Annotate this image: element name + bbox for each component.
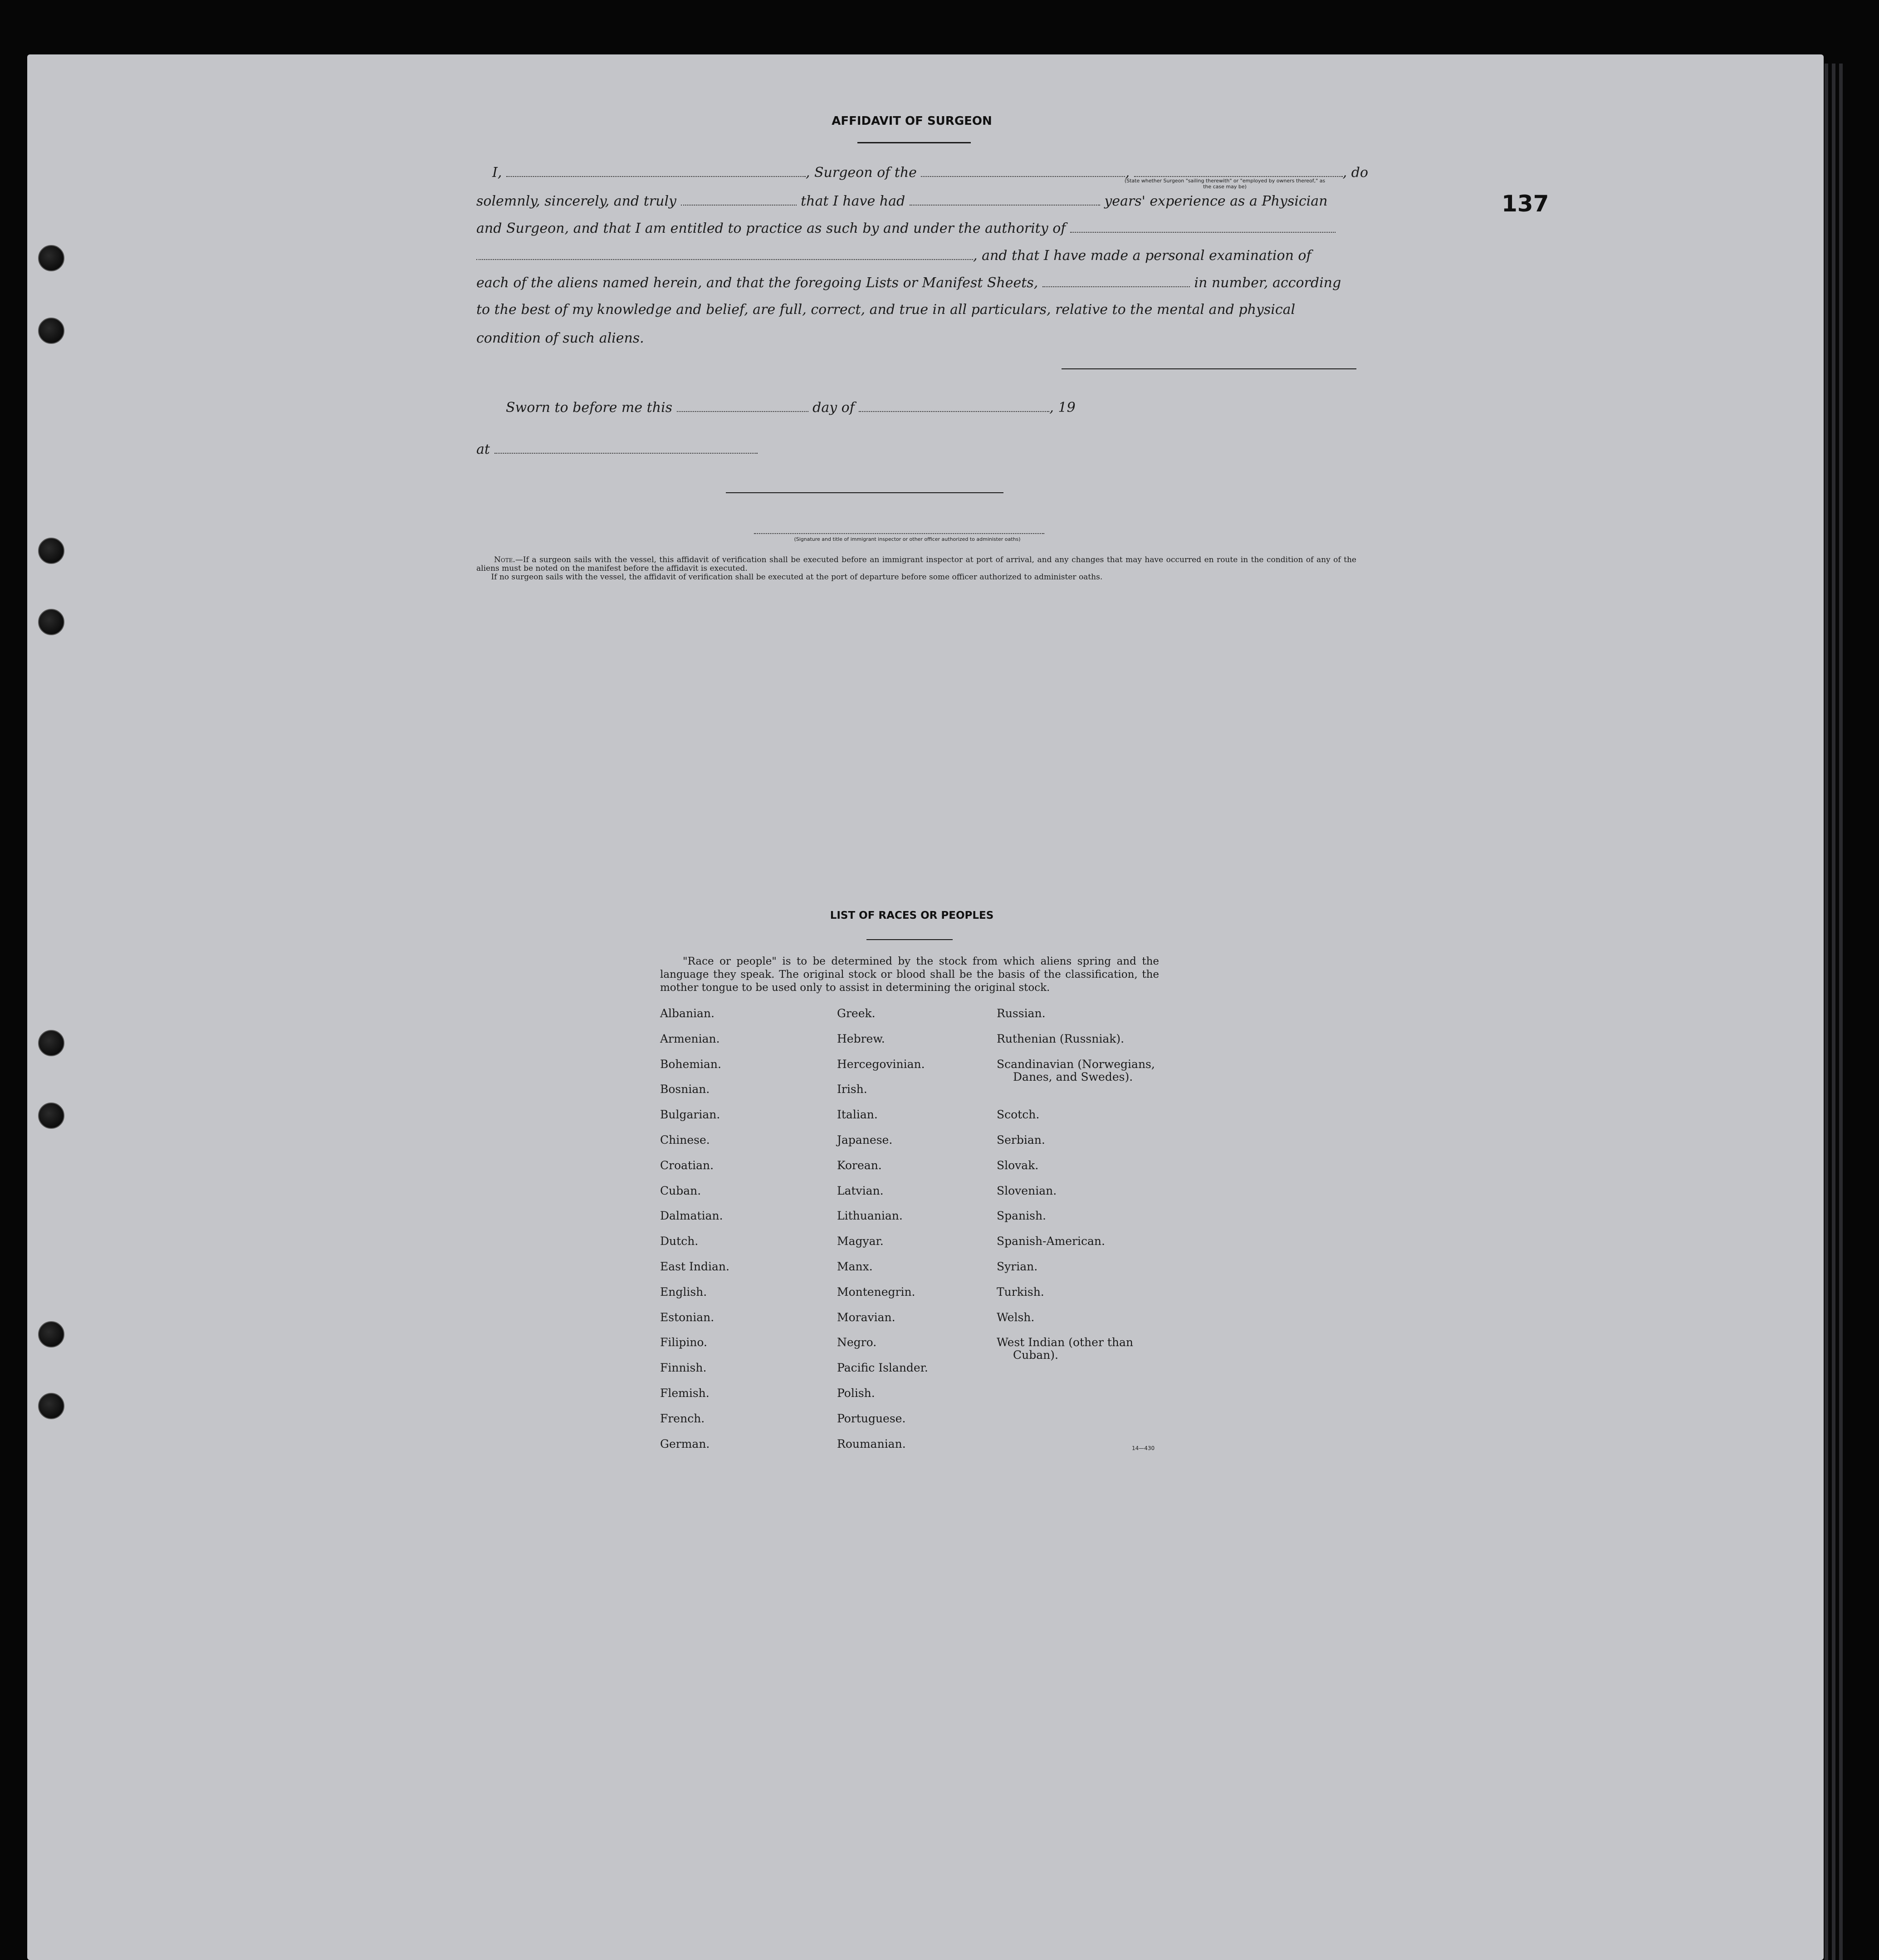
race-item: Bulgarian.: [660, 1108, 720, 1122]
race-item: Albanian.: [660, 1007, 715, 1020]
race-item: English.: [660, 1285, 707, 1298]
races-column-3: [997, 1007, 1155, 1372]
swear-field[interactable]: [681, 193, 797, 206]
race-item: Montenegrin.: [837, 1285, 915, 1298]
page-number: 137: [1502, 191, 1549, 217]
affidavit-title: AFFIDAVIT OF SURGEON: [832, 114, 992, 128]
sworn-line: Sworn to before me this day of , 19: [506, 400, 1076, 416]
vessel-field[interactable]: [921, 164, 1125, 177]
punch-hole: [38, 1393, 64, 1419]
race-item: Serbian.: [997, 1133, 1045, 1147]
affidavit-note: Note.—If a surgeon sails with the vessel, this affidavit of verification shall be executed before an immigrant inspector at port of arrival, and any changes that may have occurred en route in the condition of any of the aliens must be noted on the manifest before the affidavit is executed. If no surgeon sails with the vessel, the affidavit of verification shall be executed at the port of departure before some officer authorized to administer oaths.: [476, 555, 1356, 582]
race-item: Armenian.: [660, 1032, 720, 1045]
years-field[interactable]: [910, 193, 1100, 206]
race-item: Scotch.: [997, 1108, 1040, 1122]
races-intro: "Race or people" is to be determined by the stock from which aliens spring and the language they speak. The original stock or blood shall be the basis of the classification, the mother tongue to be used only to assist in determining the original stock.: [660, 956, 1159, 994]
affidavit-line-5: each of the aliens named herein, and that the foregoing Lists or Manifest Sheets, in number, according: [476, 275, 1341, 291]
race-item: German.: [660, 1437, 710, 1450]
race-item: Spanish-American.: [997, 1235, 1105, 1248]
race-item: Moravian.: [837, 1310, 895, 1324]
place-field[interactable]: [494, 441, 758, 454]
month-field[interactable]: [859, 399, 1049, 412]
race-item: Spanish.: [997, 1209, 1047, 1223]
punch-hole: [38, 318, 64, 344]
page-edge: [1825, 64, 1828, 1960]
race-item: Lithuanian.: [837, 1209, 903, 1223]
punch-hole: [38, 1102, 64, 1129]
race-item: Negro.: [837, 1336, 877, 1349]
race-item: Dutch.: [660, 1235, 699, 1248]
page-edge: [1832, 64, 1835, 1960]
race-item: West Indian (other than Cuban).: [997, 1336, 1134, 1362]
race-item: Flemish.: [660, 1386, 710, 1400]
punch-hole: [38, 1321, 64, 1348]
race-item: Pacific Islander.: [837, 1361, 928, 1375]
race-item: Cuban.: [660, 1184, 701, 1197]
race-item: Welsh.: [997, 1310, 1035, 1324]
name-field[interactable]: [506, 164, 806, 177]
race-item: Filipino.: [660, 1336, 707, 1349]
punch-hole: [38, 609, 64, 635]
surgeon-status-field[interactable]: [1134, 164, 1343, 177]
races-column-1: [660, 1007, 729, 1463]
affidavit-line-7: condition of such aliens.: [476, 330, 644, 346]
race-item: Polish.: [837, 1386, 875, 1400]
race-item: Magyar.: [837, 1235, 884, 1248]
race-item: East Indian.: [660, 1259, 729, 1273]
race-item: Irish.: [837, 1083, 867, 1096]
race-item: French.: [660, 1411, 705, 1425]
race-item: Italian.: [837, 1108, 878, 1122]
page-edge: [1839, 64, 1843, 1960]
seal-line: [726, 492, 1003, 493]
affidavit-line-1: I, , Surgeon of the , , do: [492, 165, 1368, 181]
at-line: at: [476, 441, 758, 457]
race-item: Dalmatian.: [660, 1209, 723, 1223]
races-column-2: [837, 1007, 928, 1463]
race-item: Korean.: [837, 1158, 882, 1172]
affidavit-line-2: solemnly, sincerely, and truly that I have had years' experience as a Physician: [476, 193, 1328, 209]
race-item: Portuguese.: [837, 1411, 906, 1425]
race-item: Syrian.: [997, 1259, 1038, 1273]
race-item: Hebrew.: [837, 1032, 885, 1045]
surgeon-status-note: (State whether Surgeon "sailing therewith" or "employed by owners thereof," as the case may be): [1124, 178, 1326, 190]
race-item: Turkish.: [997, 1285, 1044, 1298]
title-underline: [857, 142, 971, 143]
race-item: Finnish.: [660, 1361, 707, 1375]
race-item: Hercegovinian.: [837, 1057, 925, 1071]
race-item: Estonian.: [660, 1310, 714, 1324]
officer-signature-caption: (Signature and title of immigrant inspector or other officer authorized to administer oaths): [794, 536, 1021, 542]
race-item: Latvian.: [837, 1184, 884, 1197]
authority-field-cont[interactable]: [476, 247, 973, 260]
race-item: Bosnian.: [660, 1083, 710, 1096]
races-title-underline: [866, 939, 953, 940]
race-item: Greek.: [837, 1007, 876, 1020]
race-item: Russian.: [997, 1007, 1046, 1020]
authority-field[interactable]: [1070, 220, 1336, 233]
affidavit-line-3: and Surgeon, and that I am entitled to practice as such by and under the authority of: [476, 220, 1336, 236]
surgeon-signature-line[interactable]: [1062, 368, 1356, 369]
affidavit-line-6: to the best of my knowledge and belief, are full, correct, and true in all particulars, relative to the mental and physical: [476, 302, 1296, 318]
race-item: Roumanian.: [837, 1437, 906, 1450]
punch-hole: [38, 538, 64, 564]
races-title: LIST OF RACES OR PEOPLES: [830, 910, 994, 921]
sheets-count-field[interactable]: [1042, 274, 1190, 287]
race-item: Japanese.: [837, 1133, 893, 1147]
race-item: Slovak.: [997, 1158, 1039, 1172]
race-item: Chinese.: [660, 1133, 710, 1147]
affidavit-line-4: , and that I have made a personal examination of: [476, 247, 1311, 264]
race-item: Manx.: [837, 1259, 873, 1273]
race-item: Croatian.: [660, 1158, 714, 1172]
punch-hole: [38, 245, 64, 271]
race-item: Scandinavian (Norwegians, Danes, and Swedes).: [997, 1057, 1155, 1083]
punch-hole: [38, 1030, 64, 1056]
day-field[interactable]: [677, 399, 808, 412]
race-item: Slovenian.: [997, 1184, 1057, 1197]
officer-signature-line[interactable]: [754, 533, 1044, 535]
race-item: Ruthenian (Russniak).: [997, 1032, 1125, 1045]
race-item: Bohemian.: [660, 1057, 721, 1071]
form-code: 14—430: [1132, 1445, 1155, 1451]
